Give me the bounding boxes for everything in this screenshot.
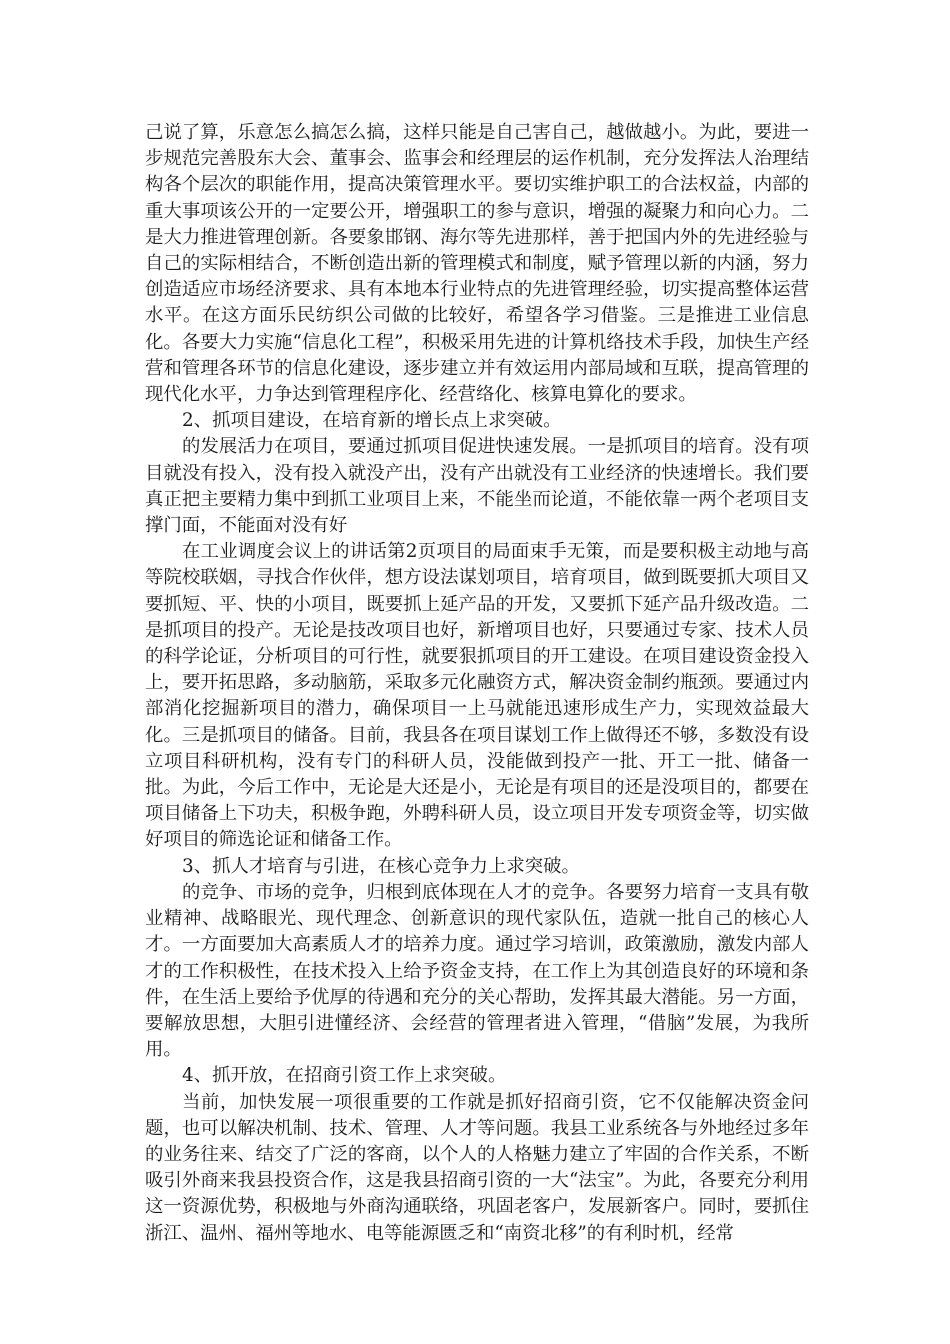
- heading-project-construction: 2、抓项目建设，在培育新的增长点上求突破。: [182, 410, 562, 432]
- paragraph-governance-continuation: 己说了算，乐意怎么搞怎么搞，这样只能是自己害自己，越做越小。为此，要进一步规范完善股东大会、董事会、监事会和经理层的运作机制，充分发挥法人治理结构各个层次的职能作用，提高决策管理水平。要切实维护职工的合法权益，内部的重大事项该公开的一定要公开，增强职工的参与意识，增强的凝聚力和向心力。二是大力推进管理创新。各要象邯钢、海尔等先进那样，善于把国内外的先进经验与自己的实际相结合，不断创造出新的管理模式和制度，赋予管理以新的内涵，努力创造适应市场经济要求、具有本地本行业特点的先进管理经验，切实提高整体运营水平。在这方面乐民纺织公司做的比较好，希望各学习借鉴。三是推进工业信息化。各要大力实施“信息化工程”，积极采用先进的计算机络技术手段，加快生产经营和管理各环节的信息化建设，逐步建立并有效运用内部局域和互联，提高管理的现代化水平，力争达到管理程序化、经营络化、核算电算化的要求。: [145, 122, 809, 406]
- paragraph-project-vitality: 的发展活力在项目，要通过抓项目促进快速发展。一是抓项目的培育。没有项目就没有投入，没有投入就没产出，没有产出就没有工业经济的快速增长。我们要真正把主要精力集中到抓工业项目上来，不能坐而论道，不能依靠一两个老项目支撑门面，不能面对没有好: [145, 436, 809, 537]
- paragraph-talent-competition: 的竞争、市场的竞争，归根到底体现在人才的竞争。各要努力培育一支具有敬业精神、战略眼光、现代理念、创新意识的现代家队伍，造就一批自己的核心人才。一方面要加大高素质人才的培养力度。通过学习培训，政策激励，激发内部人才的工作积极性，在技术投入上给予资金支持，在工作上为其创造良好的环境和条件，在生活上要给予优厚的待遇和充分的关心帮助，发挥其最大潜能。另一方面，要解放思想，大胆引进懂经济、会经营的管理者进入管理，“借脑”发展，为我所用。: [145, 881, 809, 1061]
- paragraph-project-cultivation: 在工业调度会议上的讲话第2页项目的局面束手无策，而是要积极主动地与高等院校联姻，寻找合作伙伴，想方设法谋划项目，培育项目，做到既要抓大项目又要抓短、平、快的小项目，既要抓上延产品的开发，又要抓下延产品升级改造。二是抓项目的投产。无论是技改项目也好，新增项目也好，只要通过专家、技术人员的科学论证，分析项目的可行性，就要狠抓项目的开工建设。在项目建设资金投入上，要开拓思路，多动脑筋，采取多元化融资方式，解决资金制约瓶颈。要通过内部消化挖掘新项目的潜力，确保项目一上马就能迅速形成生产力，实现效益最大化。三是抓项目的储备。目前，我县各在项目谋划工作上做得还不够，多数没有设立项目科研机构，没有专门的科研人员，没能做到投产一批、开工一批、储备一批。为此，今后工作中，无论是大还是小，无论是有项目的还是没项目的，都要在项目储备上下功夫，积极争跑，外聘科研人员，设立项目开发专项资金等，切实做好项目的筛选论证和储备工作。: [145, 541, 809, 851]
- paragraph-investment-attraction: 当前，加快发展一项很重要的工作就是抓好招商引资，它不仅能解决资金问题，也可以解决机制、技术、管理、人才等问题。我县工业系统各与外地经过多年的业务往来、结交了广泛的客商，以个人的人格魅力建立了牢固的合作关系，不断吸引外商来我县投资合作，这是我县招商引资的一大“法宝”。为此，各要充分利用这一资源优势，积极地与外商沟通联络，巩固老客户，发展新客户。同时，要抓住浙江、温州、福州等地水、电等能源匮乏和“南资北移”的有利时机，经常: [145, 1091, 809, 1244]
- heading-opening-up: 4、抓开放，在招商引资工作上求突破。: [182, 1065, 507, 1087]
- heading-talent-cultivation: 3、抓人才培育与引进，在核心竞争力上求突破。: [182, 855, 580, 877]
- document-body: [145, 120, 809, 1247]
